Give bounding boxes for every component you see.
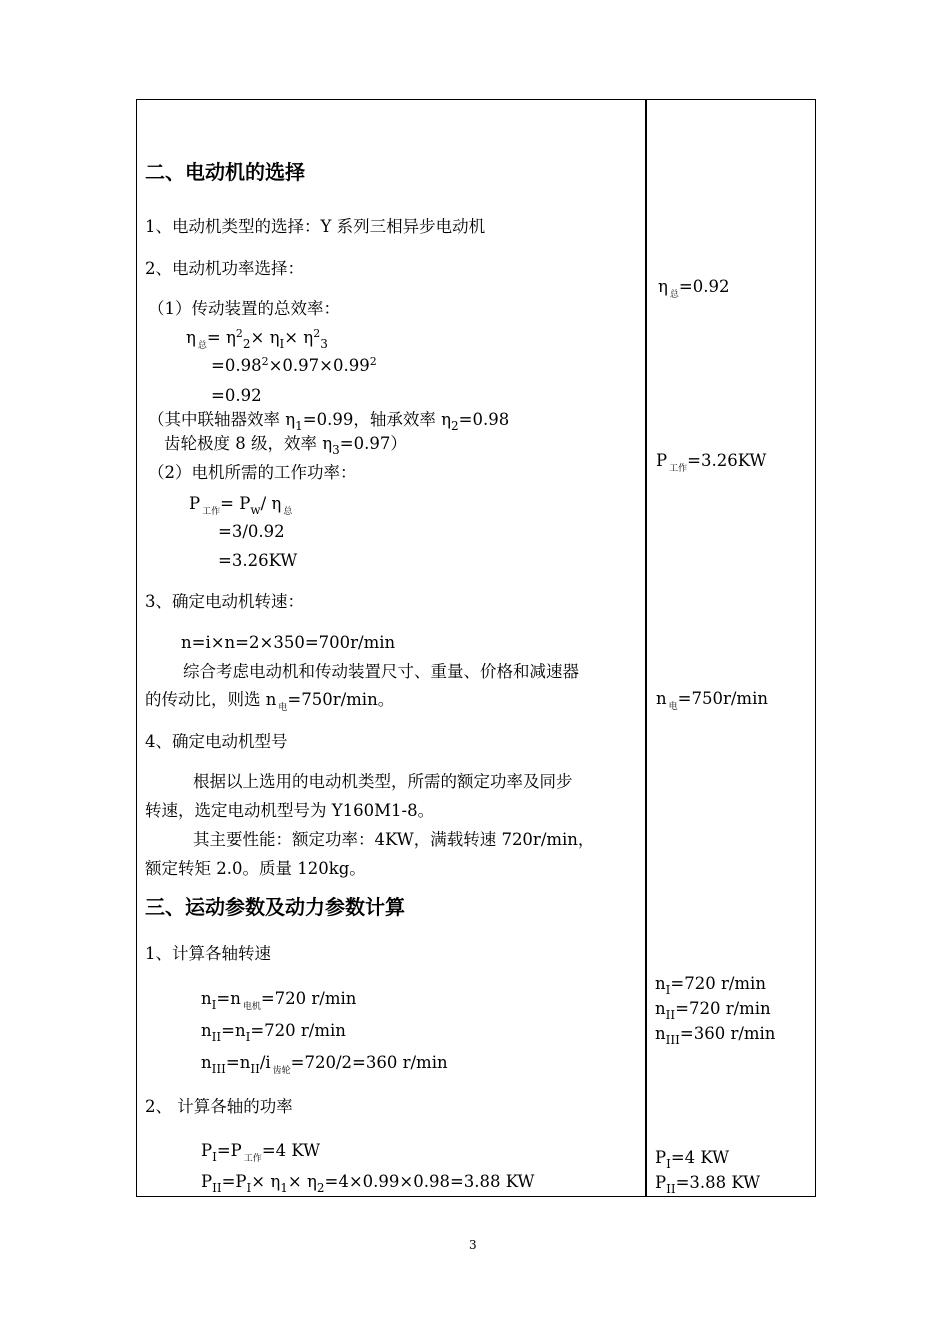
eq-shaft-power-II: $P_{II}=P_I\times \eta_1\times \eta_2=4\times 0.99\times 0.98=3.88$ KW [201,1172,535,1195]
eq-motor-speed: n=i×n=2×350=700r/min [181,633,396,652]
item-shaft-speed: 1、计算各轴转速 [145,944,271,963]
result-working-power: P $_{工作}$=3.26KW [656,451,767,474]
eq-working-power-values: =3/0.92 [218,522,285,541]
para-model-line1: 根据以上选用的电动机类型，所需的额定功率及同步 [193,772,573,791]
para-performance-line1: 其主要性能：额定功率：4KW，满载转速 720r/min， [193,830,595,849]
note-coupling-bearing: （其中联轴器效率 $\eta_1=0.99$，轴承效率 $\eta_2=0.98$ [148,410,510,433]
eq-shaft-speed-I: $n_I=n$ $_{电机}$=720 r/min [201,989,357,1012]
eq-efficiency-values: $=0.98^2\times 0.97\times 0.99^2$ [211,355,377,375]
result-speed-II: $n_{II}=720$ r/min [655,999,771,1022]
result-motor-speed: n $_电$=750r/min [656,689,768,712]
para-performance-line2: 额定转矩 2.0。质量 120kg。 [145,859,366,878]
note-gear-efficiency: 齿轮极度 8 级，效率 $\eta_3=0.97$） [164,434,407,457]
section-heading-parameters: 三、运动参数及动力参数计算 [145,895,405,919]
eq-working-power-result: =3.26KW [218,551,298,570]
subitem-total-efficiency: （1）传动装置的总效率： [148,299,340,318]
result-power-I: $P_I=4$ KW [655,1148,730,1171]
result-power-II: $P_{II}=3.88$ KW [655,1173,761,1196]
eq-efficiency-result: =0.92 [211,386,262,405]
item-motor-model: 4、确定电动机型号 [145,732,288,751]
item-motor-power: 2、电动机功率选择： [145,259,304,278]
para-speed-selection: 的传动比，则选 n $_电$=750r/min。 [145,690,395,713]
page-number: 3 [469,1238,477,1252]
result-speed-III: $n_{III}=360$ r/min [655,1024,776,1047]
para-speed-consideration: 综合考虑电动机和传动装置尺寸、重量、价格和减速器 [183,662,579,681]
item-motor-type: 1、电动机类型的选择：Y 系列三相异步电动机 [145,217,486,236]
item-shaft-power: 2、 计算各轴的功率 [145,1097,293,1116]
eq-total-efficiency: η $_总= \eta^2_2\times \eta_I\times \eta^2_3$ [186,327,328,351]
result-total-efficiency: η $_总$=0.92 [658,277,730,300]
para-model-line2: 转速，选定电动机型号为 Y160M1-8。 [145,801,435,820]
eq-shaft-speed-III: $n_{III}=n_{II}/i$ $_{齿轮}$=720/2=360 r/min [201,1053,448,1076]
eq-working-power: P $_{工作}= P_w/$ η $_总$ [189,494,293,517]
subitem-working-power: （2）电机所需的工作功率： [148,463,357,482]
result-speed-I: $n_I=720$ r/min [655,974,766,997]
section-heading-motor-selection: 二、电动机的选择 [145,160,305,184]
eq-shaft-power-I: $P_I=P$ $_{工作}$=4 KW [201,1141,321,1164]
eq-shaft-speed-II: $n_{II}=n_I=720$ r/min [201,1021,346,1044]
column-divider [645,99,647,1197]
item-motor-speed: 3、确定电动机转速： [145,592,304,611]
